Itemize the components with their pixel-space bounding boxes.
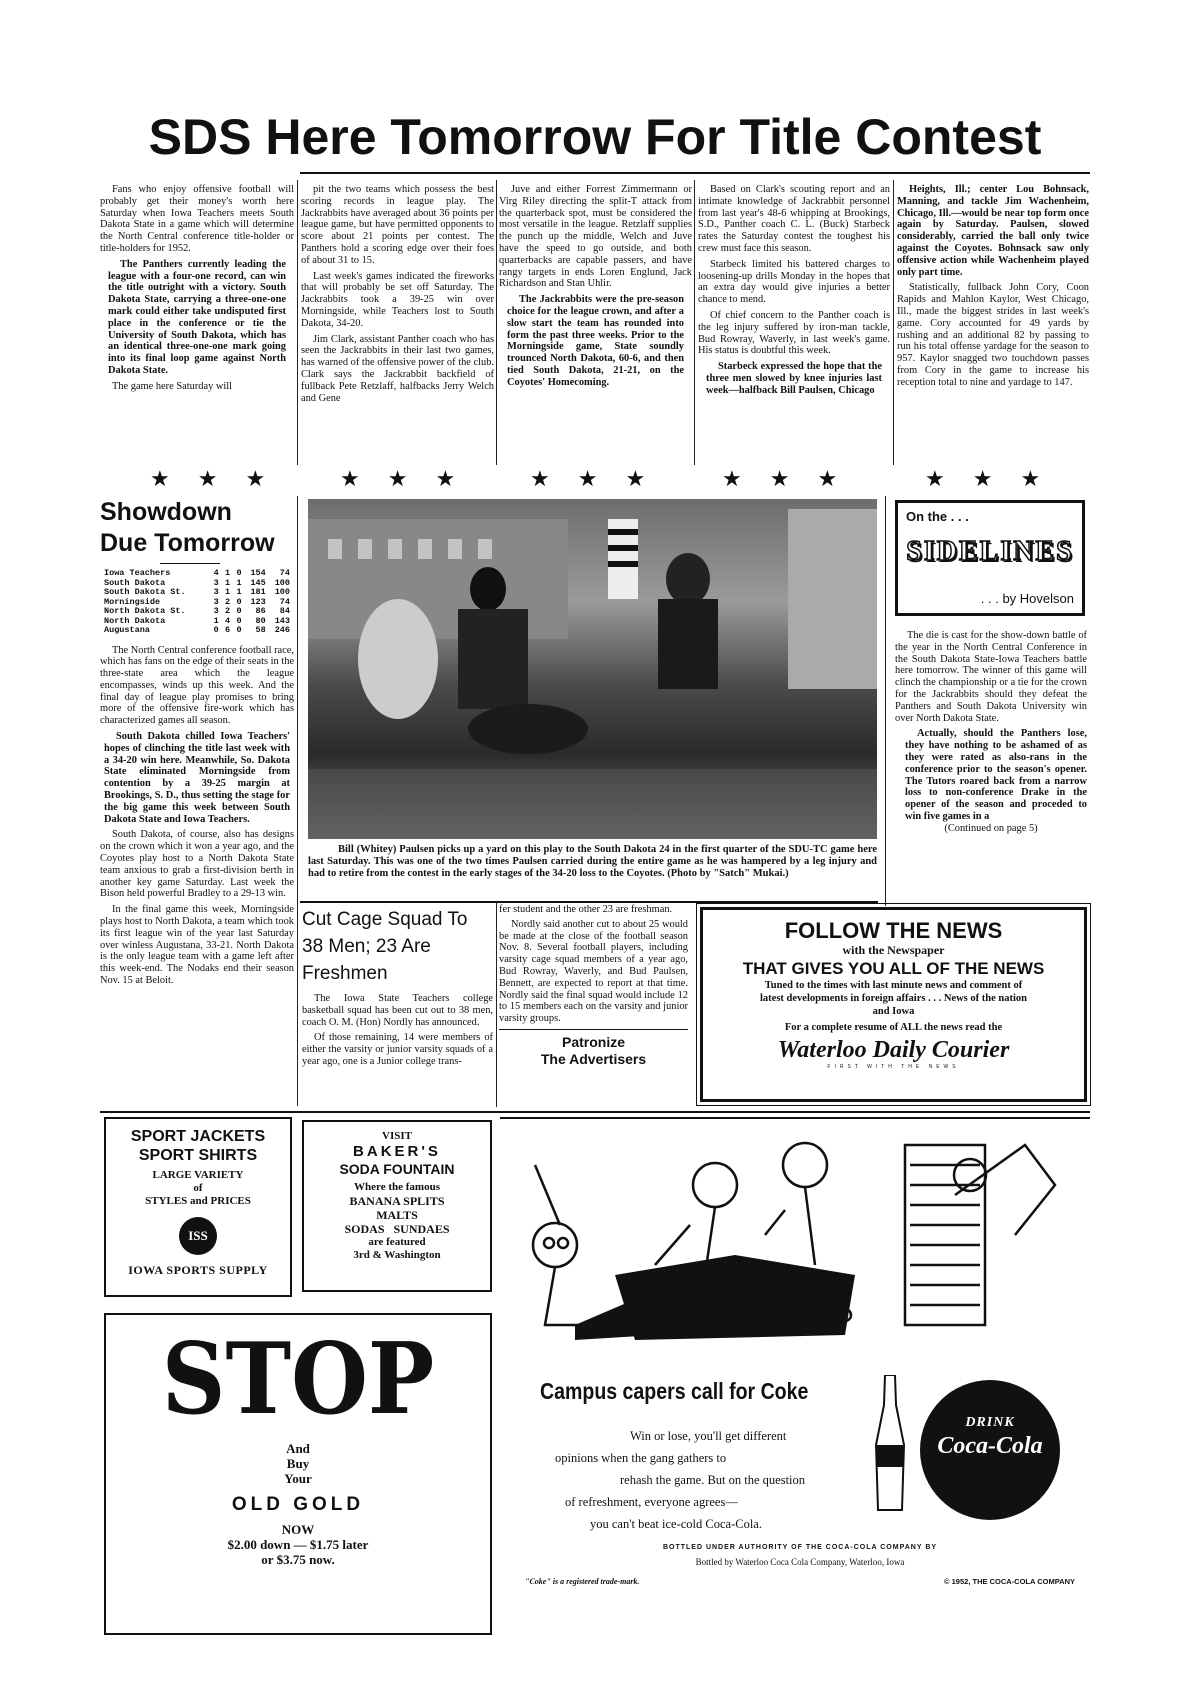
standings-value: 58	[255, 625, 266, 635]
paragraph: South Dakota chilled Iowa Teachers' hopes of clinching the title last week with a 34-20 win here. Meanwhile, So. Dakota State eliminated Morningside from contention by a 39-25 margin at Brookings, S. D., thus setting the stage for the big game this week between South Dakota State and Iowa Teachers.	[104, 731, 290, 825]
standings-value: 0	[236, 625, 242, 635]
ad-line: of	[193, 1182, 203, 1194]
ad-heading: BAKER'S	[353, 1143, 441, 1160]
paragraph: The game here Saturday will	[112, 380, 233, 392]
standings-value: 1	[236, 587, 242, 597]
standings-value: 2	[225, 596, 231, 607]
standings-value: 4	[225, 615, 231, 626]
coke-bottle-icon	[870, 1375, 910, 1515]
ad-line: $2.00 down — $1.75 later	[227, 1537, 369, 1552]
paragraph: fer student and the other 23 are freshman.	[499, 904, 673, 915]
ad-line: IOWA SPORTS SUPPLY	[128, 1263, 268, 1277]
ad-heading: SODA FOUNTAIN	[339, 1161, 455, 1177]
cage-section-col-1	[302, 906, 493, 1068]
cage-article-col-1	[302, 993, 493, 1068]
standings-value: 1	[213, 615, 219, 626]
standings-value: 1	[225, 568, 231, 578]
ad-heading: FOLLOW THE NEWS	[784, 918, 1003, 943]
column-rule	[893, 180, 894, 465]
standings-value: 74	[279, 596, 290, 607]
ad-line: And	[286, 1441, 310, 1456]
ad-line: Your	[284, 1471, 312, 1486]
drink-label: DRINK	[965, 1415, 1015, 1430]
rule	[160, 563, 220, 564]
ad-line: SODAS SUNDAES	[344, 1222, 450, 1236]
sidelines-logo: SIDELINES	[906, 536, 1074, 567]
paragraph: Starbeck expressed the hope that the three men slowed by knee injuries last week—halfback Bill Paulsen, Chicago	[706, 361, 882, 396]
article-col-3	[499, 184, 692, 393]
standings-value: 2	[225, 606, 231, 616]
article-col-4	[698, 184, 890, 401]
rule	[499, 1029, 688, 1030]
ad-line: NOW	[281, 1522, 315, 1537]
headline-line: Due Tomorrow	[100, 529, 275, 557]
headline-line: Showdown	[100, 498, 232, 526]
standings-value: 1	[225, 587, 231, 597]
column-rule	[496, 180, 497, 465]
cage-headline: Cut Cage Squad To 38 Men; 23 Are Freshmen	[302, 909, 468, 984]
ad-line: STYLES and PRICES	[145, 1195, 251, 1207]
page-headline: SDS Here Tomorrow For Title Contest	[148, 109, 1042, 165]
team-name: South Dakota St.	[104, 587, 186, 597]
team-name: Augustana	[104, 625, 150, 635]
coke-ad-illustration	[515, 1125, 1085, 1350]
cage-section-col-2	[499, 904, 688, 1068]
stars-divider: ★★★	[150, 467, 294, 492]
ad-line: Where the famous	[354, 1181, 440, 1193]
column-rule	[885, 496, 886, 906]
coca-cola-ad	[515, 1355, 1085, 1595]
team-name: North Dakota	[104, 615, 166, 626]
sidelines-byline: . . . by Hovelson	[980, 591, 1074, 606]
column-rule	[297, 180, 298, 465]
standings-value: 154	[250, 568, 266, 578]
stars-divider: ★★★	[530, 467, 674, 492]
copy-line: rehash the game. But on the question	[620, 1473, 806, 1487]
ad-heading: OLD GOLD	[231, 1494, 365, 1515]
sidelines-article	[895, 630, 1087, 835]
coke-copy	[535, 1425, 865, 1535]
football-photo	[308, 499, 877, 839]
standings-value: 1	[236, 577, 242, 588]
team-name: Iowa Teachers	[104, 568, 171, 578]
bottled-line: Bottled by Waterloo Coca Cola Company, Waterloo, Iowa	[695, 1557, 905, 1567]
ad-line: LARGE VARIETY	[152, 1169, 244, 1181]
paragraph: Of chief concern to the Panther coach is the leg injury suffered by iron-man tackle, Bud Rowray, Waverly, in last week's game. His status is doubtful this week.	[698, 309, 890, 357]
paragraph: Jim Clark, assistant Panther coach who has seen the Jackrabbits in their last two games, has warned of the offensive power of the club. Clark says the Jackrabbit backfield of fullback Pete Retzlaff, halfbacks Jerry Welch and Gene	[301, 333, 494, 404]
iowa-sports-supply-ad	[104, 1117, 292, 1297]
article-col-5	[897, 184, 1089, 393]
patronize-line: Patronize	[561, 1033, 625, 1050]
ad-line: with the Newspaper	[842, 943, 945, 957]
copy-line: opinions when the gang gathers to	[555, 1451, 727, 1465]
cage-article-col-2	[499, 904, 688, 1025]
showdown-headline	[100, 497, 294, 559]
standings-value: 0	[236, 606, 242, 616]
paragraph: Heights, Ill.; center Lou Bohnsack, Manning, and tackle Jim Wachenheim, Chicago, Ill.—would be near top form once again by Saturday. Paulsen, slowed considerably, carried the ball only twice against the Coyotes. Bohnsack saw only offensive action while Wachenheim played only part time.	[897, 184, 1089, 278]
ad-heading: THAT GIVES YOU ALL OF THE NEWS	[742, 959, 1045, 978]
coke-disc	[920, 1380, 1060, 1520]
ad-line: Buy	[286, 1456, 310, 1471]
article-col-2	[301, 184, 494, 408]
standings-value: 86	[255, 606, 266, 616]
team-name: North Dakota St.	[104, 606, 186, 616]
standings-value: 3	[213, 587, 219, 597]
standings-value: 100	[274, 577, 290, 588]
paragraph: The Jackrabbits were the pre-season choice for the league crown, and after a slow start the team has rounded into form the past three weeks. Prior to the Morningside game, State soundly trounced North Dakota, 60-6, and then tied South Dakota, 21-21, on the Coyotes' Homecoming.	[507, 294, 684, 388]
standings-table	[100, 569, 294, 636]
rule	[100, 1111, 1090, 1113]
paragraph: Based on Clark's scouting report and an intimate knowledge of Jackrabbit personnel from last year's 48-6 whipping at Brookings, S.D., Panther coach C. L. (Buck) Starbeck rates the Saturday contest the toughest his crew must face this season.	[698, 184, 890, 254]
ad-line: VISIT	[382, 1130, 412, 1142]
column-rule	[694, 180, 695, 465]
standings-value: 1	[225, 577, 231, 588]
copy-line: of refreshment, everyone agrees—	[565, 1495, 738, 1509]
standings-value: 3	[213, 606, 219, 616]
paragraph: Last week's games indicated the fireworks that will probably be set off Saturday. The Jackrabbits took a 39-25 win over Morningside, while Teachers lost to South Dakota, 34-20.	[301, 270, 494, 329]
standings-value: 143	[274, 615, 290, 626]
rule	[300, 901, 878, 903]
paragraph: In the final game this week, Morningside plays host to North Dakota, a team which took its first league win of the year last Saturday over winless Augustana, 33-21. North Dakota is the only league team with a game left after this week-end. The Nodaks end their season Nov. 15 at Beloit.	[100, 904, 294, 987]
standings-value: 3	[213, 577, 219, 588]
standings-value: 3	[213, 596, 219, 607]
trademark-note: "Coke" is a registered trade-mark.	[525, 1577, 640, 1586]
copyright-note: © 1952, THE COCA-COLA COMPANY	[944, 1577, 1075, 1586]
iss-logo	[179, 1217, 217, 1255]
photo-scene	[308, 499, 877, 839]
standings-value: 0	[236, 568, 242, 578]
column-rule	[496, 902, 497, 1107]
paragraph: Actually, should the Panthers lose, they have nothing to be ashamed of as they were rated as also-rans in the conference prior to the season's opener. The Tutors roared back from a narrow loss to non-conference Drake in the opener of the season and proceded to win five games in a	[905, 728, 1087, 822]
patronize-line: The Advertisers	[540, 1050, 647, 1067]
coca-cola-logo: Coca-Cola	[937, 1433, 1043, 1459]
logo-text: ISS	[188, 1228, 208, 1243]
standings-value: 123	[250, 596, 266, 607]
copy-line: you can't beat ice-cold Coca-Cola.	[590, 1517, 762, 1531]
courier-logo: Waterloo Daily Courier	[777, 1037, 1010, 1063]
standings-value: 6	[225, 625, 231, 635]
bakers-soda-ad	[302, 1120, 492, 1292]
copy-line: Win or lose, you'll get different	[630, 1429, 787, 1443]
standings-value: 0	[236, 596, 242, 607]
ad-line: MALTS	[376, 1208, 418, 1222]
showdown-article	[100, 645, 294, 987]
patronize-notice	[499, 1034, 688, 1068]
paragraph: The North Central conference football race, which has fans on the edge of their seats in the three-state area which the league encompasses, winds up this week. And the final day of league play promises to bring more of the offensive fire-work which has characterized games all season.	[100, 644, 294, 727]
standings-value: 80	[255, 615, 266, 626]
sidelines-on-the: On the . . .	[906, 509, 969, 524]
standings-value: 0	[236, 615, 242, 626]
stars-divider: ★★★	[925, 467, 1069, 492]
column-rule	[297, 496, 298, 1106]
paragraph: The Iowa State Teachers college basketball squad has been cut out to 38 men, coach O. M. (Hon) Nordly has announced.	[302, 993, 493, 1028]
ad-heading: SPORT JACKETS	[130, 1128, 266, 1145]
standings-value: 181	[250, 587, 266, 597]
standings-value: 100	[274, 587, 290, 597]
paragraph: Statistically, fullback John Cory, Coon Rapids and Mahlon Kaylor, West Chicago, Ill., made the biggest strides in last week's game. Cory accounted for 49 yards by rushing and an additional 82 by passing to run his total offense yardage for the season to 957. Kaylor snagged two touchdown passes from Cory in the game to increase his reception total to nine and yardage to 147.	[897, 282, 1089, 388]
ad-line: For a complete resume of ALL the news read the	[784, 1022, 1003, 1033]
paragraph: Starbeck limited his battered charges to loosening-up drills Monday in the hopes that an extra day would give injuries a better chance to mend.	[698, 258, 890, 306]
standings-value: 4	[213, 568, 219, 578]
sidelines-logo-box	[895, 500, 1085, 616]
standings-value: 246	[274, 625, 290, 635]
rule	[500, 1117, 1090, 1119]
team-name: South Dakota	[104, 577, 166, 588]
ad-line: 3rd & Washington	[353, 1249, 441, 1261]
ad-line: Tuned to the times with last minute news and comment of latest developments in foreign affairs . . . News of the nation and Iowa	[760, 980, 1027, 1017]
showdown-section	[100, 497, 294, 987]
paragraph: pit the two teams which possess the best scoring records in league play. The Jackrabbits have averaged about 36 points per league game, but have permitted opponents to score about 21 points per contest. The Panthers hold a scoring edge over their foes of about 31 to 15.	[301, 184, 494, 266]
stop-heading: STOP	[161, 1322, 435, 1437]
ad-heading: SPORT SHIRTS	[138, 1147, 258, 1164]
paragraph: Fans who enjoy offensive football will probably get their money's worth here Saturday when Iowa Teachers meets South Dakota State in a game which will determine the North Central conference title-holder or title-holders for 1952.	[100, 184, 294, 254]
ad-line: or $3.75 now.	[261, 1552, 335, 1567]
paragraph: South Dakota, of course, also has designs on the crown which it won a year ago, and the Coyotes play host to a North Dakota State team anxious to grab a first-division berth in another key game Saturday. Last week the Bison held powerful Bradley to a 29-13 win.	[100, 829, 294, 900]
courier-tagline: FIRST WITH THE NEWS	[827, 1064, 960, 1070]
standings-value: 74	[279, 568, 290, 578]
stars-divider: ★★★	[722, 467, 866, 492]
bottled-line: BOTTLED UNDER AUTHORITY OF THE COCA-COLA COMPANY BY	[662, 1544, 938, 1551]
headline-rule	[300, 172, 1090, 174]
paragraph: The die is cast for the show-down battle of the year in the North Central Conference in the South Dakota State-Iowa Teachers battle here tomorrow. The winner of this game will clinch the championship or a tie for the crown for the Jackrabbits should they defeat the Panthers and South Dakota University win over North Dakota State.	[895, 630, 1087, 724]
standings-value: 145	[250, 577, 266, 588]
article-col-1	[100, 184, 294, 397]
old-gold-ad	[104, 1313, 492, 1635]
standings-row	[102, 626, 292, 636]
courier-ad	[700, 907, 1087, 1102]
stars-divider: ★★★	[340, 467, 484, 492]
standings-value: 0	[213, 625, 219, 635]
standings-value: 84	[279, 606, 290, 616]
paragraph: Of those remaining, 14 were members of either the varsity or junior varsity squads of a year ago, one is a Junior college trans-	[302, 1032, 493, 1067]
paragraph: Juve and either Forrest Zimmermann or Virg Riley directing the split-T attack from the quarterback spot, must be considered the most versatile in the league. Retzlaff supplies the punch up the middle, Welch and Juve have the speed to go outside, and both quarterbacks are capable passers, and have rangy targets in ends Loren Englund, Jack Richardson and Stan Uhlir.	[499, 184, 692, 290]
paragraph: The Panthers currently leading the league with a four-one record, can win the title outright with a victory. South Dakota State, carrying a three-one-one mark could either take undisputed first place in the conference or tie the University of South Dakota, which has an identical three-one-one mark going into its final loop game against North Dakota State.	[108, 258, 286, 376]
photo-caption: Bill (Whitey) Paulsen picks up a yard on this play to the South Dakota 24 in the first quarter of the SDU-TC game here last Saturday. This was one of the two times Paulsen carried during the entire game as he was hampered by a leg injury and had to retire from the contest in the early stages of the 34-20 loss to the Coyotes. (Photo by "Satch" Mukai.)	[308, 844, 877, 879]
ad-line: BANANA SPLITS	[349, 1194, 445, 1208]
ad-line: are featured	[368, 1236, 426, 1248]
paragraph: Nordly said another cut to about 25 would be made at the close of the football season Nov. 8. Several football players, including varsity cage squad members of a year ago, Bud Rowray, Waverly, and Bud Paulsen, Bennett, are expected to report at that time. Nordly said the final squad would include 12 to 15 members each on the varsity and junior varsity groups.	[499, 918, 688, 1025]
continued-link[interactable]: (Continued on page 5)	[944, 822, 1038, 834]
team-name: Morningside	[104, 596, 161, 607]
coke-headline: Campus capers call for Coke	[540, 1378, 809, 1404]
